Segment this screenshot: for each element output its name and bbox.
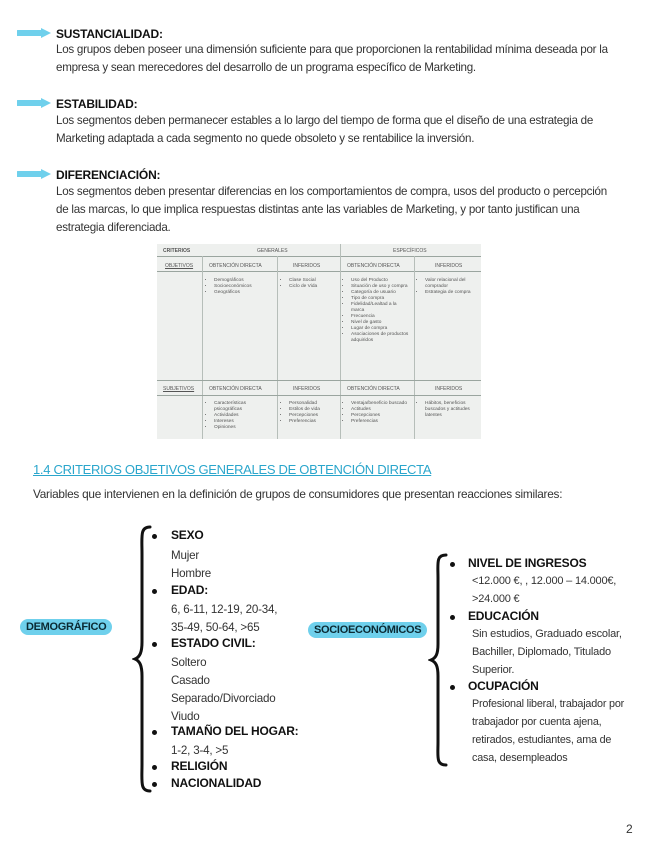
item-value: 1-2, 3-4, >5 (171, 744, 229, 757)
cell-item: • Asociaciones de productos adquiridos (351, 332, 410, 344)
section-title: DIFERENCIACIÓN: (56, 168, 161, 182)
bullet-icon (450, 562, 455, 567)
cell-item: • Personalidad (289, 401, 338, 407)
item-value: Mujer (171, 549, 199, 562)
item-title: NIVEL DE INGRESOS (468, 556, 587, 570)
col-header: INFERIDOS (293, 263, 321, 269)
cell-item: • Ciclo de Vida (289, 284, 338, 290)
cell-item: • Estrategia de compra (425, 290, 478, 296)
bullet-icon (152, 765, 157, 770)
cell-item: • Tipo de compra (351, 296, 410, 302)
table-header-especificos: ESPECÍFICOS (393, 248, 427, 254)
cell-item: • Geográficos (214, 290, 275, 296)
item-value: 6, 6-11, 12-19, 20-34, (171, 603, 278, 616)
cell-item: • Clase Social (289, 278, 338, 284)
cell-item: • Hábitos, beneficios buscados y actitudes latentes (425, 401, 478, 419)
item-title: EDUCACIÓN (468, 609, 539, 623)
col-header: INFERIDOS (435, 386, 463, 392)
col-header: OBTENCIÓN DIRECTA (347, 263, 400, 269)
cell-item: • Valor relacional del comprador (425, 278, 478, 290)
cell-obj-gen-od (207, 278, 275, 296)
table-divider (157, 395, 481, 396)
section-body (56, 41, 631, 77)
bullet-icon (450, 685, 455, 690)
bullet-icon (152, 782, 157, 787)
item-value: <12.000 €, , 12.000 – 14.000€, (472, 575, 617, 587)
cell-obj-gen-inf (282, 278, 338, 290)
cell-obj-esp-inf (418, 278, 478, 296)
page-number: 2 (626, 822, 633, 836)
cell-sub-esp-od (344, 401, 410, 425)
col-header: INFERIDOS (435, 263, 463, 269)
bullet-icon (152, 642, 157, 647)
bullet-icon (152, 534, 157, 539)
item-title: SEXO (171, 528, 204, 542)
demografico-label: DEMOGRÁFICO (20, 619, 112, 635)
body-line: empresa y sean merecedores del desarrollo de un programa específico de Marketing. (56, 61, 476, 74)
table-divider (157, 271, 481, 272)
cell-obj-esp-od (344, 278, 410, 344)
cell-item: • Intereses (214, 419, 275, 425)
item-value: Hombre (171, 567, 212, 580)
item-value: Profesional liberal, trabajador por (472, 698, 625, 710)
cell-item: • Opiniones (214, 425, 275, 431)
cell-item: • Categoría de usuario (351, 290, 410, 296)
col-header: OBTENCIÓN DIRECTA (347, 386, 400, 392)
socioeconomicos-label: SOCIOECONÓMICOS (308, 622, 427, 638)
item-value: Separado/Divorciado (171, 692, 276, 705)
arrow-icon (17, 97, 53, 109)
bullet-icon (152, 589, 157, 594)
cell-item: • Frecuencia (351, 314, 410, 320)
item-value: >24.000 € (472, 593, 520, 605)
table-header-generales: GENERALES (257, 248, 288, 254)
table-vline (277, 256, 278, 439)
arrow-icon (17, 27, 53, 39)
item-title: TAMAÑO DEL HOGAR: (171, 724, 299, 738)
bullet-icon (152, 730, 157, 735)
intro-text: Variables que intervienen en la definición de grupos de consumidores que presentan reacciones similares: (33, 487, 563, 501)
cell-item: • Ventaja/beneficio buscado (351, 401, 410, 407)
row-label-subjetivos: SUBJETIVOS (163, 386, 195, 392)
item-title: ESTADO CIVIL: (171, 636, 256, 650)
table-divider (157, 380, 481, 381)
cell-item: • Percepciones (289, 413, 338, 419)
item-value: Viudo (171, 710, 200, 723)
cell-sub-gen-inf (282, 401, 338, 425)
cell-item: • Actitudes (351, 407, 410, 413)
brace-icon (132, 524, 154, 794)
item-value: trabajador por cuenta ajena, (472, 716, 602, 728)
col-header: OBTENCIÓN DIRECTA (209, 263, 262, 269)
cell-item: • Preferencias (289, 419, 338, 425)
cell-item: • Nivel de gasto (351, 320, 410, 326)
section-body (56, 183, 631, 237)
item-title: EDAD: (171, 583, 208, 597)
cell-sub-gen-od (207, 401, 275, 431)
item-title: OCUPACIÓN (468, 679, 539, 693)
section-title: SUSTANCIALIDAD: (56, 27, 163, 41)
section-body (56, 112, 631, 148)
cell-sub-esp-inf (418, 401, 478, 419)
col-header: INFERIDOS (293, 386, 321, 392)
segmentation-criteria-table (157, 244, 481, 439)
cell-item: • Preferencias (351, 419, 410, 425)
cell-item: • Uso del Producto (351, 278, 410, 284)
item-value: Soltero (171, 656, 207, 669)
table-divider (157, 256, 481, 257)
arrow-icon (17, 168, 53, 180)
table-vline (202, 256, 203, 439)
item-value: retirados, estudiantes, ama de (472, 734, 612, 746)
item-value: Sin estudios, Graduado escolar, (472, 628, 622, 640)
item-value: Casado (171, 674, 210, 687)
item-value: Bachiller, Diplomado, Titulado (472, 646, 611, 658)
body-line: Los segmentos deben presentar diferencias en los comportamientos de compra, usos del producto o percepción (56, 185, 607, 198)
body-line: estrategia diferenciada. (56, 221, 171, 234)
item-title: NACIONALIDAD (171, 776, 262, 790)
bullet-icon (450, 615, 455, 620)
body-line: Los segmentos deben permanecer estables a lo largo del tiempo de forma que el diseño de una estrategia de (56, 114, 594, 127)
cell-item: • Lugar de compra (351, 326, 410, 332)
brace-icon (428, 552, 450, 768)
section-title: ESTABILIDAD: (56, 97, 138, 111)
item-value: casa, desempleados (472, 752, 568, 764)
table-header-criterios: CRITERIOS (163, 248, 191, 254)
cell-item: • Situación de uso y compra (351, 284, 410, 290)
body-line: Los grupos deben poseer una dimensión suficiente para que proporcionen la rentabilidad mínima deseada por la (56, 43, 608, 56)
item-value: Superior. (472, 664, 515, 676)
cell-item: • Fidelidad/Lealtad a la marca (351, 302, 410, 314)
cell-item: • Características psicográficas (214, 401, 275, 413)
item-value: 35-49, 50-64, >65 (171, 621, 260, 634)
body-line: de las marcas, lo que implica respuestas distintas ante las variables de Marketing, y por tanto justifican una (56, 203, 580, 216)
col-header: OBTENCIÓN DIRECTA (209, 386, 262, 392)
section-heading: 1.4 CRITERIOS OBJETIVOS GENERALES DE OBTENCIÓN DIRECTA (33, 462, 432, 477)
cell-item: • Estilos de vida (289, 407, 338, 413)
cell-item: • Percepciones (351, 413, 410, 419)
body-line: Marketing adaptada a cada segmento no quede obsoleto y se rentabilice la inversión. (56, 132, 475, 145)
item-title: RELIGIÓN (171, 759, 228, 773)
cell-item: • Socioeconómicos (214, 284, 275, 290)
cell-item: • Demográficos (214, 278, 275, 284)
cell-item: • Actividades (214, 413, 275, 419)
row-label-objetivos: OBJETIVOS (165, 263, 194, 269)
